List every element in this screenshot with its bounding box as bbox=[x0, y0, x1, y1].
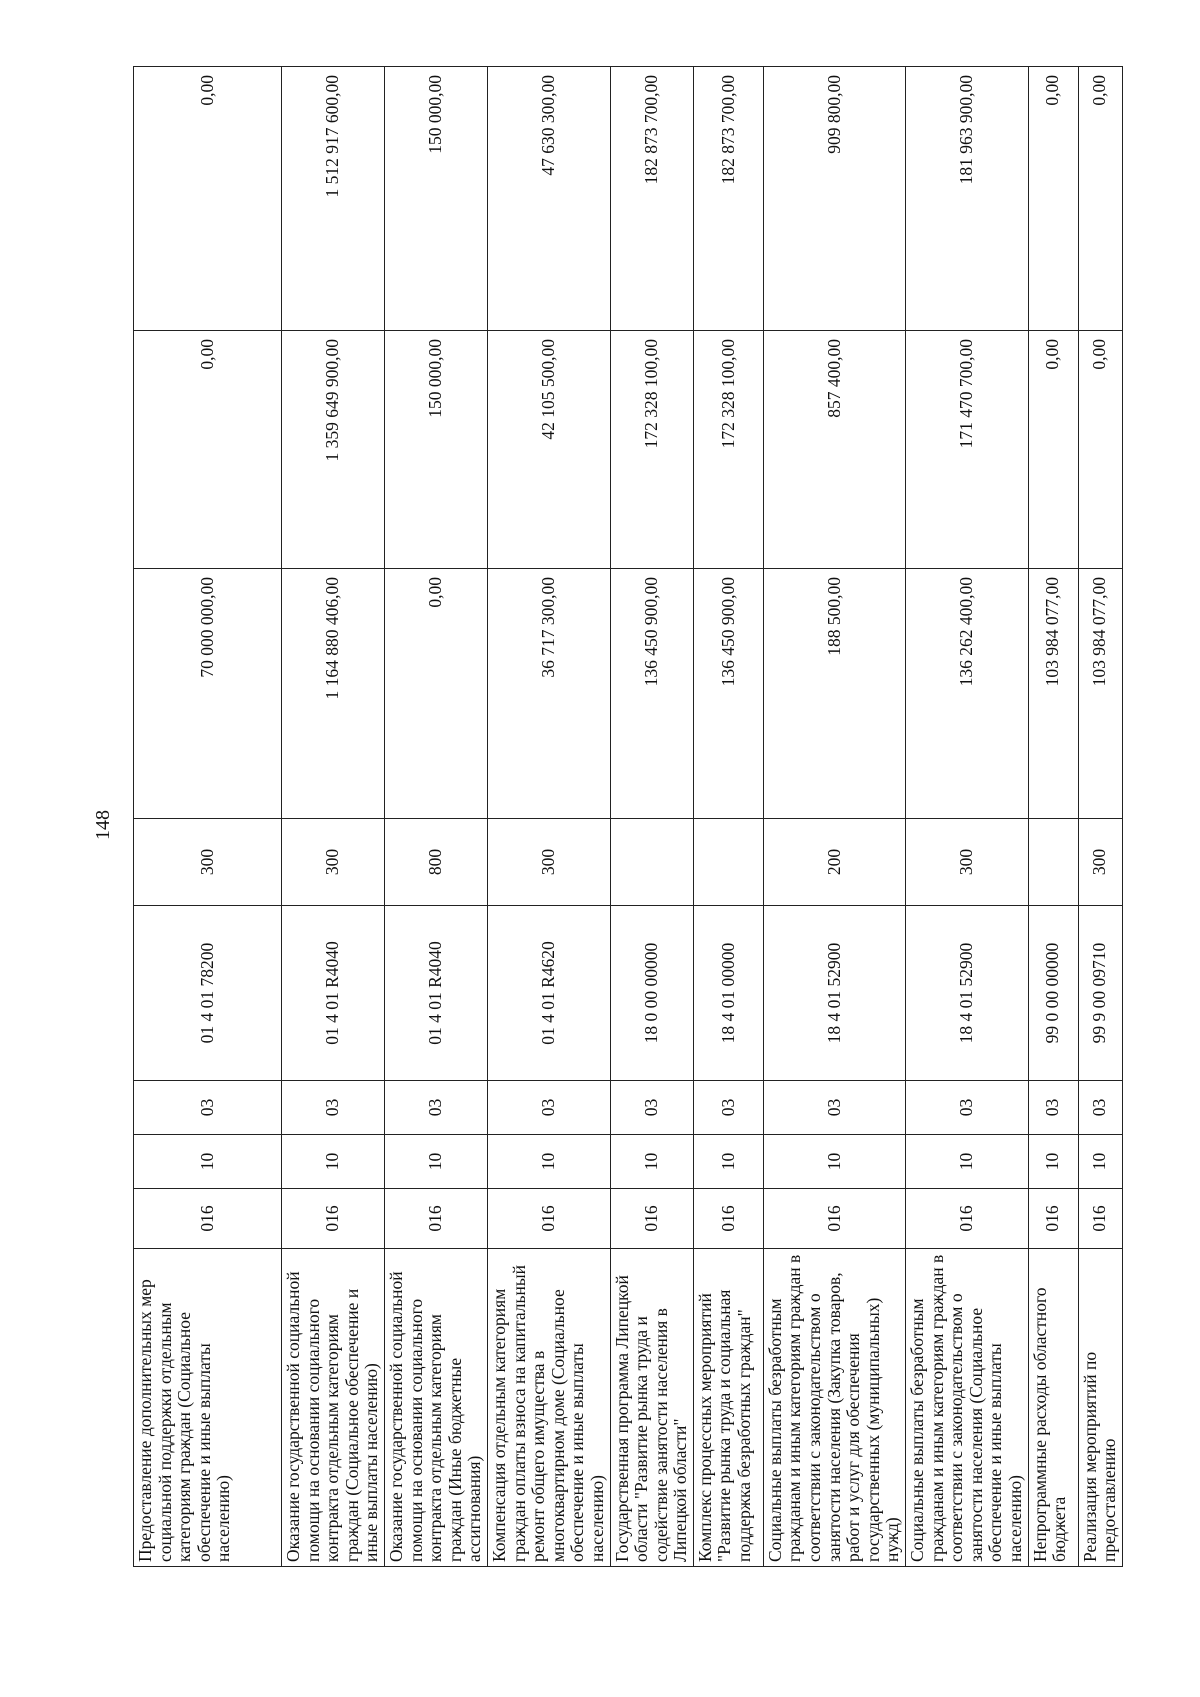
target-article-code: 01 4 01 R4040 bbox=[384, 906, 487, 1081]
ministry-code: 016 bbox=[906, 1189, 1029, 1249]
ministry-code: 016 bbox=[1028, 1189, 1078, 1249]
row-description: Комплекс процессных мероприятий "Развитие рынка труда и социальная поддержка безработных граждан" bbox=[693, 1249, 763, 1567]
target-article-code: 01 4 01 78200 bbox=[134, 906, 282, 1081]
amount-year-3: 909 800,00 bbox=[763, 67, 905, 331]
expense-type-code bbox=[693, 819, 763, 906]
target-article-code: 01 4 01 R4040 bbox=[282, 906, 385, 1081]
ministry-code: 016 bbox=[487, 1189, 610, 1249]
amount-year-2: 0,00 bbox=[134, 331, 282, 569]
subsection-code: 03 bbox=[763, 1081, 905, 1135]
amount-year-1: 36 717 300,00 bbox=[487, 569, 610, 819]
amount-year-3: 0,00 bbox=[134, 67, 282, 331]
amount-year-2: 172 328 100,00 bbox=[693, 331, 763, 569]
row-description: Оказание государственной социальной помощи на основании социального контракта отдельным категориям граждан (Иные бюджетные ассигнования) bbox=[384, 1249, 487, 1567]
amount-year-3: 0,00 bbox=[1028, 67, 1078, 331]
subsection-code: 03 bbox=[487, 1081, 610, 1135]
amount-year-2: 0,00 bbox=[1028, 331, 1078, 569]
amount-year-1: 0,00 bbox=[384, 569, 487, 819]
expense-type-code: 800 bbox=[384, 819, 487, 906]
section-code: 10 bbox=[487, 1135, 610, 1189]
table-row bbox=[1078, 67, 1122, 1567]
amount-year-1: 188 500,00 bbox=[763, 569, 905, 819]
target-article-code: 01 4 01 R4620 bbox=[487, 906, 610, 1081]
subsection-code: 03 bbox=[1028, 1081, 1078, 1135]
target-article-code: 18 4 01 52900 bbox=[906, 906, 1029, 1081]
row-description: Непрограммные расходы областного бюджета bbox=[1028, 1249, 1078, 1567]
section-code: 10 bbox=[906, 1135, 1029, 1189]
subsection-code: 03 bbox=[906, 1081, 1029, 1135]
amount-year-2: 1 359 649 900,00 bbox=[282, 331, 385, 569]
amount-year-1: 70 000 000,00 bbox=[134, 569, 282, 819]
target-article-code: 18 0 00 00000 bbox=[610, 906, 693, 1081]
subsection-code: 03 bbox=[693, 1081, 763, 1135]
subsection-code: 03 bbox=[610, 1081, 693, 1135]
amount-year-3: 47 630 300,00 bbox=[487, 67, 610, 331]
expense-type-code: 300 bbox=[906, 819, 1029, 906]
section-code: 10 bbox=[763, 1135, 905, 1189]
ministry-code: 016 bbox=[693, 1189, 763, 1249]
target-article-code: 99 9 00 09710 bbox=[1078, 906, 1122, 1081]
expense-type-code bbox=[610, 819, 693, 906]
table-row bbox=[693, 67, 763, 1567]
ministry-code: 016 bbox=[384, 1189, 487, 1249]
row-description: Социальные выплаты безработным гражданам и иным категориям граждан в соответствии с законодательством о занятости населения (Социальное обеспечение и иные выплаты населению) bbox=[906, 1249, 1029, 1567]
subsection-code: 03 bbox=[134, 1081, 282, 1135]
section-code: 10 bbox=[610, 1135, 693, 1189]
row-description: Социальные выплаты безработным гражданам и иным категориям граждан в соответствии с законодательством о занятости населения (Закупка товаров, работ и услуг для обеспечения государственных (муниципальных) нужд) bbox=[763, 1249, 905, 1567]
budget-table bbox=[133, 66, 1123, 1567]
amount-year-2: 857 400,00 bbox=[763, 331, 905, 569]
amount-year-2: 150 000,00 bbox=[384, 331, 487, 569]
ministry-code: 016 bbox=[282, 1189, 385, 1249]
table-row bbox=[610, 67, 693, 1567]
table-row bbox=[282, 67, 385, 1567]
ministry-code: 016 bbox=[763, 1189, 905, 1249]
expense-type-code: 300 bbox=[487, 819, 610, 906]
section-code: 10 bbox=[1078, 1135, 1122, 1189]
expense-type-code bbox=[1028, 819, 1078, 906]
target-article-code: 18 4 01 52900 bbox=[763, 906, 905, 1081]
amount-year-1: 136 450 900,00 bbox=[610, 569, 693, 819]
target-article-code: 18 4 01 00000 bbox=[693, 906, 763, 1081]
subsection-code: 03 bbox=[384, 1081, 487, 1135]
amount-year-1: 1 164 880 406,00 bbox=[282, 569, 385, 819]
ministry-code: 016 bbox=[1078, 1189, 1122, 1249]
target-article-code: 99 0 00 00000 bbox=[1028, 906, 1078, 1081]
amount-year-3: 181 963 900,00 bbox=[906, 67, 1029, 331]
amount-year-1: 103 984 077,00 bbox=[1078, 569, 1122, 819]
expense-type-code: 300 bbox=[282, 819, 385, 906]
amount-year-1: 136 450 900,00 bbox=[693, 569, 763, 819]
amount-year-3: 182 873 700,00 bbox=[610, 67, 693, 331]
section-code: 10 bbox=[384, 1135, 487, 1189]
page-number: 148 bbox=[92, 810, 114, 840]
amount-year-2: 172 328 100,00 bbox=[610, 331, 693, 569]
expense-type-code: 300 bbox=[1078, 819, 1122, 906]
subsection-code: 03 bbox=[282, 1081, 385, 1135]
expense-type-code: 200 bbox=[763, 819, 905, 906]
ministry-code: 016 bbox=[610, 1189, 693, 1249]
subsection-code: 03 bbox=[1078, 1081, 1122, 1135]
section-code: 10 bbox=[282, 1135, 385, 1189]
amount-year-2: 171 470 700,00 bbox=[906, 331, 1029, 569]
amount-year-2: 0,00 bbox=[1078, 331, 1122, 569]
row-description: Предоставление дополнительных мер социальной поддержки отдельным категориям граждан (Социальное обеспечение и иные выплаты населению) bbox=[134, 1249, 282, 1567]
amount-year-2: 42 105 500,00 bbox=[487, 331, 610, 569]
amount-year-1: 136 262 400,00 bbox=[906, 569, 1029, 819]
table-row bbox=[134, 67, 282, 1567]
table-row bbox=[906, 67, 1029, 1567]
section-code: 10 bbox=[693, 1135, 763, 1189]
expense-type-code: 300 bbox=[134, 819, 282, 906]
table-body bbox=[134, 67, 1123, 1567]
row-description: Оказание государственной социальной помощи на основании социального контракта отдельным категориям граждан (Социальное обеспечение и иные выплаты населению) bbox=[282, 1249, 385, 1567]
amount-year-3: 182 873 700,00 bbox=[693, 67, 763, 331]
amount-year-1: 103 984 077,00 bbox=[1028, 569, 1078, 819]
row-description: Государственная программа Липецкой области "Развитие рынка труда и содействие занятости населения в Липецкой области" bbox=[610, 1249, 693, 1567]
table-row bbox=[1028, 67, 1078, 1567]
amount-year-3: 0,00 bbox=[1078, 67, 1122, 331]
table-row bbox=[763, 67, 905, 1567]
amount-year-3: 150 000,00 bbox=[384, 67, 487, 331]
ministry-code: 016 bbox=[134, 1189, 282, 1249]
section-code: 10 bbox=[1028, 1135, 1078, 1189]
amount-year-3: 1 512 917 600,00 bbox=[282, 67, 385, 331]
section-code: 10 bbox=[134, 1135, 282, 1189]
budget-table-container bbox=[133, 67, 1120, 1567]
row-description: Реализация мероприятий по предоставлению bbox=[1078, 1249, 1122, 1567]
table-row bbox=[487, 67, 610, 1567]
row-description: Компенсация отдельным категориям граждан оплаты взноса на капитальный ремонт общего имущества в многоквартирном доме (Социальное обеспечение и иные выплаты населению) bbox=[487, 1249, 610, 1567]
table-row bbox=[384, 67, 487, 1567]
